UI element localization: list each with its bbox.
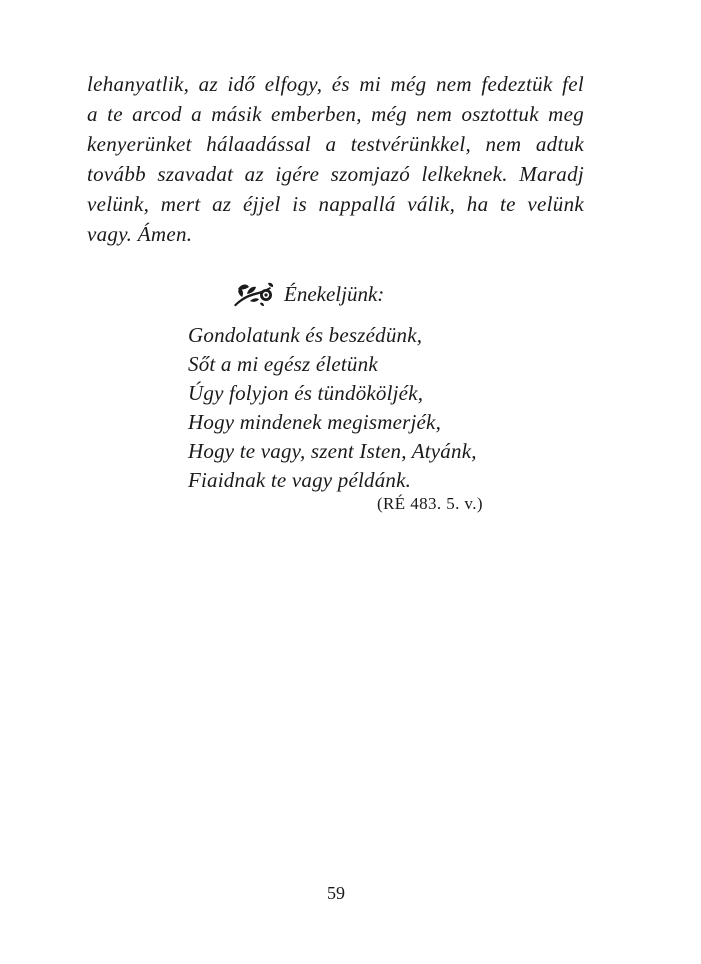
prayer-line: lehanyatlik, az idő elfogy, és mi még nem fedeztük fel xyxy=(87,72,584,96)
prayer-line: a te arcod a másik emberben, még nem osztottuk meg xyxy=(87,102,584,126)
song-heading xyxy=(232,279,384,309)
hymn-line: Hogy mindenek megismerjék, xyxy=(188,410,442,434)
hymn-verse xyxy=(188,321,477,495)
hymn-line: Fiaidnak te vagy példánk. xyxy=(188,468,412,492)
hymn-line: Úgy folyjon és tündököljék, xyxy=(188,381,424,405)
floral-ornament-icon xyxy=(232,281,274,307)
hymn-line: Sőt a mi egész életünk xyxy=(188,352,378,376)
page-number: 59 xyxy=(327,883,345,903)
hymn-citation: (RÉ 483. 5. v.) xyxy=(377,494,483,513)
prayer-line: kenyerünket hálaadással a testvérünkkel, nem adtuk xyxy=(87,132,584,156)
prayer-line: vagy. Ámen. xyxy=(87,222,193,246)
prayer-line: tovább szavadat az igére szomjazó lelkeknek. Maradj xyxy=(87,162,584,186)
prayer-line: velünk, mert az éjjel is nappallá válik, ha te velünk xyxy=(87,192,584,216)
hymn-line: Hogy te vagy, szent Isten, Atyánk, xyxy=(188,439,477,463)
hymn-line: Gondolatunk és beszédünk, xyxy=(188,323,423,347)
prayer-paragraph xyxy=(87,69,584,249)
song-heading-label: Énekeljünk: xyxy=(284,282,385,306)
